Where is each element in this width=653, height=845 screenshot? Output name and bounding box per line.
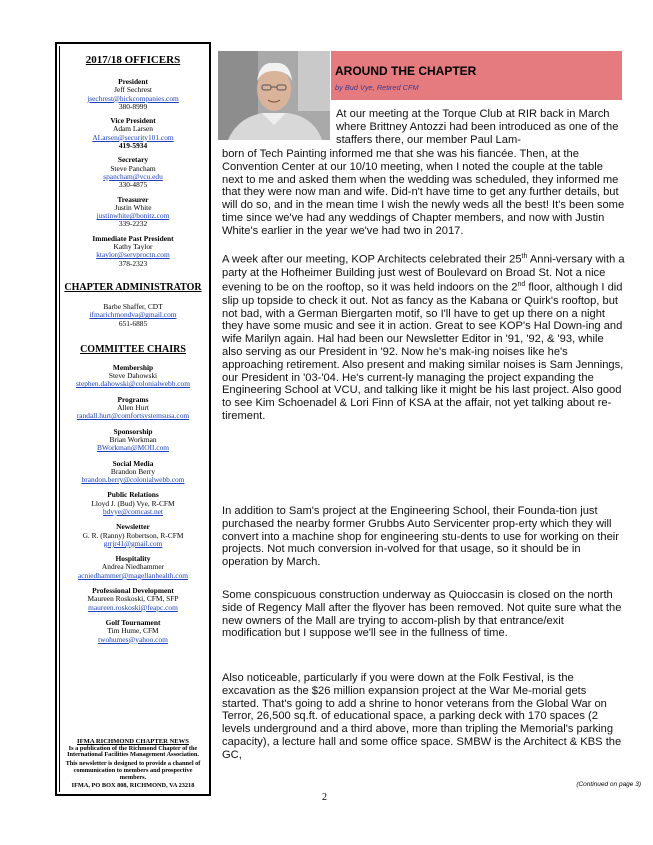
footer-address: IFMA, PO BOX 808, RICHMOND, VA 23218 [71, 782, 195, 790]
committee-role: Social Media [112, 458, 154, 468]
portrait-photo-icon [218, 51, 330, 140]
article-title-banner [331, 51, 622, 100]
committee-email-link[interactable]: randall.hurt@comfortsystemsusa.com [76, 411, 190, 421]
committee-heading: COMMITTEE CHAIRS [80, 343, 186, 355]
committee-name: Andrea Niedhammer [101, 562, 165, 572]
committee-role: Public Relations [107, 490, 159, 500]
committee-newsletter [61, 523, 205, 548]
sidebar-panel [55, 42, 211, 796]
officer-phone: 380-8999 [118, 101, 148, 111]
footer-line-purpose: This newsletter is designed to provide a channel of communication to members and prospective members. [65, 760, 201, 782]
admin-name: Barbe Shaffer, CDT [103, 301, 163, 311]
committee-social-media [61, 460, 205, 485]
committee-role: Hospitality [115, 554, 151, 564]
committee-professional-development [61, 587, 205, 612]
officer-role: President [118, 77, 148, 86]
officers-section [61, 54, 205, 644]
admin-email-link[interactable]: ifmarichmondva@gmail.com [89, 310, 177, 320]
committee-role: Sponsorship [113, 426, 153, 436]
officer-email-link[interactable]: ALarsen@security101.com [92, 132, 174, 142]
committee-email-link[interactable]: grrjr41@gmail.com [103, 538, 163, 548]
officer-phone: 339-2232 [118, 219, 148, 229]
committee-name: Lloyd J. (Bud) Vye, R-CFM [91, 498, 175, 508]
admin-heading: CHAPTER ADMINISTRATOR [64, 281, 202, 293]
newsletter-footer [61, 739, 205, 790]
committee-name: Brian Workman [109, 434, 157, 444]
committee-email-link[interactable]: acniedhammer@magellanhealth.com [77, 570, 189, 580]
footer-line-publication: Is a publication of the Richmond Chapter of the International Facilities Management Association. [67, 744, 199, 759]
committee-email-link[interactable]: brandon.berry@colonialwebb.com [81, 475, 185, 485]
committee-role: Professional Development [92, 586, 174, 596]
committee-membership [61, 364, 205, 389]
footer-title: IFMA RICHMOND CHAPTER NEWS [77, 737, 189, 745]
chapter-administrator [61, 303, 205, 328]
committee-hospitality [61, 555, 205, 580]
committee-email-link[interactable]: bdvye@comcast.net [103, 506, 163, 516]
officer-email-link[interactable]: jsechrest@hickcompanies.com [87, 93, 179, 103]
committee-name: Maureen Roskoski, CFM, SFP [87, 594, 179, 604]
officer-vice-president [61, 117, 205, 150]
officer-name: Jeff Sechrest [114, 85, 152, 95]
committee-public-relations [61, 491, 205, 516]
admin-phone: 651-6885 [118, 318, 148, 328]
officer-name: Adam Larsen [112, 124, 154, 134]
continued-on-page-note: (Continued on page 3) [576, 781, 641, 788]
article-paragraph-2: A week after our meeting, KOP Architects celebrated their 25th Anni-versary with a party at the Hofheimer Building just west of Boulevard on Broad St. Not a nice evening to be on the rooftop, so it was held indoors on the 2nd floor, although I did slip up topside to check it out. Not as fancy as the Kabana or Quirk's rooftop, but not bad, with a German Biergarten motif, so I'll have to get up there on a night they have some music and see it in action. Great to see KOP's Hal Down-ing and wife Marilyn again. Hal had been our Newsletter Editor in '91, '92, & '93, while also serving as our President in '92. Now he's mak-ing noises like he's approaching retirement. Also present and making similar noises is Sam Jennings, our President in '03-'04. He's current-ly managing the project expanding the Engineering School at VCU, and talking like it might be his last project. Also good to see Kim Schoenadel & Lori Finn of KSA at the affair, not yet talking about re-tirement. [222, 253, 625, 422]
officer-role: Vice President [110, 116, 156, 126]
officer-name: Justin White [114, 202, 152, 212]
article-paragraph-3: In addition to Sam's project at the Engineering School, their Founda-tion just purchased the nearby former Grubbs Auto Servicenter prop-erty which they will convert into a machine shop for engineering stu-dents to use for working on their projects. Not much conversion in-volved for that usage, so it should be in operation by March. [222, 505, 619, 569]
committee-name: G. R. (Ranny) Robertson, R-CFM [82, 530, 184, 540]
committee-role: Golf Tournament [105, 617, 161, 627]
committee-email-link[interactable]: BWorkman@MOII.com [96, 443, 170, 453]
officer-role: Immediate Past President [92, 233, 174, 243]
officers-heading: 2017/18 OFFICERS [85, 54, 181, 66]
committee-email-link[interactable]: twohumes@yahoo.com [98, 634, 168, 644]
committee-role: Programs [117, 394, 149, 404]
officer-president [61, 78, 205, 111]
committee-golf-tournament [61, 619, 205, 644]
officer-name: Steve Pancham [110, 163, 156, 173]
officer-role: Secretary [117, 155, 149, 165]
officer-email-link[interactable]: spancham@vcu.edu [103, 171, 163, 181]
officer-role: Treasurer [117, 194, 149, 204]
officer-phone: 378-2323 [118, 258, 148, 268]
committee-programs [61, 396, 205, 421]
author-portrait-photo [218, 51, 330, 140]
committee-email-link[interactable]: stephen.dahowski@colonialwebb.com [76, 379, 190, 389]
officer-phone: 330-4875 [118, 180, 148, 190]
article-paragraph-4: Some conspicuous construction underway as Quioccasin is closed on the north side of Regency Mall after the flyover has been removed. Not quite sure what the new owners of the Mall are trying to accom-plish by that entrance/exit modification but I suppose we'll see in the fullness of time. [222, 589, 622, 640]
committee-role: Newsletter [116, 522, 150, 532]
article-paragraph-intro: At our meeting at the Torque Club at RIR back in March where Brittney Antozzi had been introduced as one of the staffers there, our member Paul Lam- [336, 108, 619, 146]
committee-email-link[interactable]: maureen.roskoski@feapc.com [88, 602, 178, 612]
committee-sponsorship [61, 428, 205, 453]
article-paragraph-1: born of Tech Painting informed me that she was his fiancée. Then, at the Convention Center at our 10/10 meeting, when I noted the couple at the table next to me and asked them when the wedding was scheduled, they informed me that they were now man and wife. Did-n't have time to get any further details, but will do so, and in the mean time I wish the newly weds all the best! It's been some time since we've had any weddings of Chapter members, and now with Justin White's earlier in the year we've had two in 2017. [222, 148, 625, 237]
committee-name: Allen Hurt [117, 403, 149, 413]
article-byline: by Bud Vye, Retired CFM [335, 83, 419, 92]
committee-name: Tim Hume, CFM [107, 626, 159, 636]
officer-name: Kathy Taylor [113, 242, 153, 252]
officer-phone: 419-5934 [118, 141, 148, 151]
page-number: 2 [322, 792, 327, 803]
officer-email-link[interactable]: ktaylor@servproctn.com [96, 250, 170, 260]
committee-name: Steve Dahowski [108, 371, 158, 381]
officer-past-president [61, 235, 205, 268]
committee-role: Membership [112, 362, 154, 372]
officer-email-link[interactable]: justinwhite@bonitz.com [96, 211, 170, 221]
article-paragraph-5: Also noticeable, particularly if you were down at the Folk Festival, is the excavation as the $26 million expansion project at the War Me-morial gets started. That's going to add a shrine to honor veterans from the Global War on Terror, 26,500 sq.ft. of educational space, a parking deck with 170 spaces (2 levels underground and a third above, more than tripling the Memorial's parking capacity), a lecture hall and some office space. SMBW is the Architect & KBS the GC, [222, 672, 622, 761]
article-title: AROUND THE CHAPTER [335, 64, 477, 78]
committee-name: Brandon Berry [110, 466, 156, 476]
officer-secretary [61, 156, 205, 189]
officer-treasurer [61, 196, 205, 229]
